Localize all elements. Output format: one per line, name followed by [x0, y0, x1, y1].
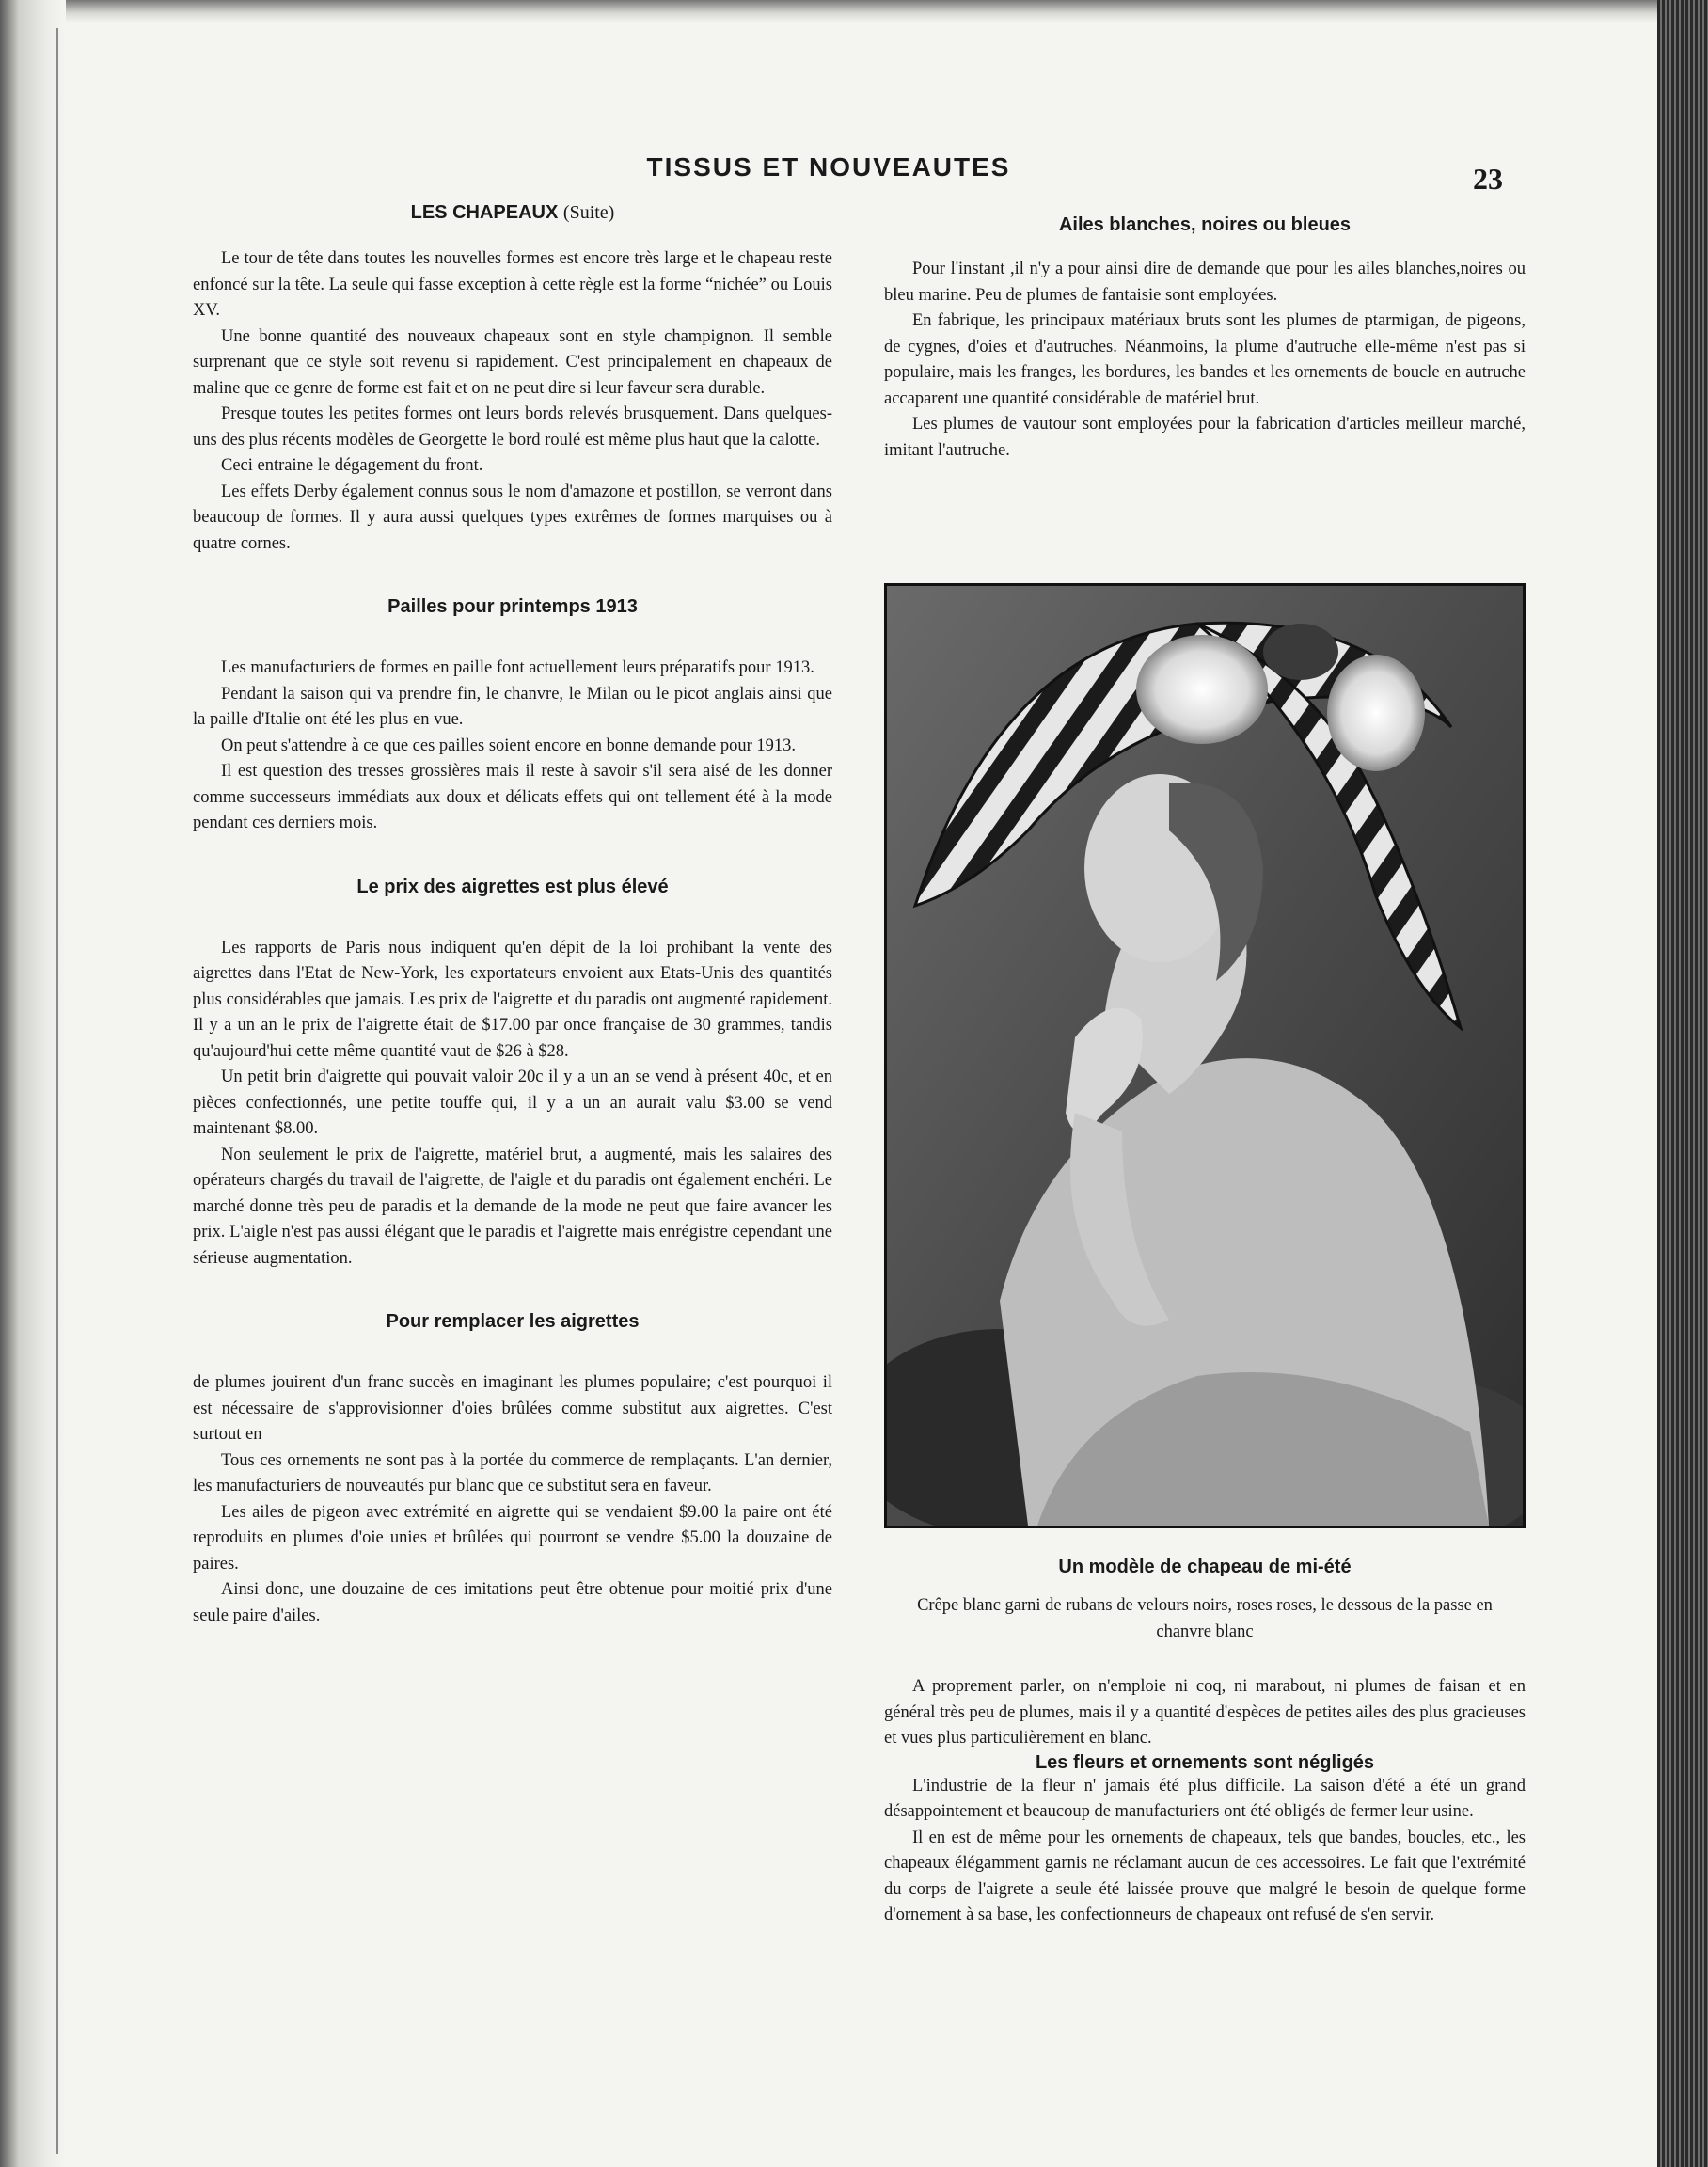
- heading-fleurs: Les fleurs et ornements sont négligés: [1035, 1751, 1375, 1773]
- hat-photograph: [884, 583, 1526, 1528]
- paragraph: En fabrique, les principaux matériaux bruts sont les plumes de ptarmigan, de pigeons, de cygnes, d'oies et d'autruches. Néanmoins, la plume d'autruche elle-même n'est pas si populaire, mais les franges, les bordures, les bandes et les ornements de boucle en autruche accaparent une quantité considérable de matériel brut.: [884, 311, 1526, 408]
- book-gutter: [0, 0, 66, 2167]
- paragraph: Un petit brin d'aigrette qui pouvait valoir 20c il y a un an se vend à présent 40c, et en pièces confectionnés, une petite touffe qui, il y a un an aurait valu $3.00 se vend maintenant $8.00.: [193, 1068, 832, 1138]
- paragraph: de plumes jouirent d'un franc succès en imaginant les plumes populaire; c'est pourquoi il est nécessaire de s'approvisionner d'oies brûlées comme substitut aux aigrettes. C'est surtout en: [193, 1373, 832, 1444]
- paragraph: Une bonne quantité des nouveaux chapeaux sont en style champignon. Il semble surprenant que ce style soit revenu si rapidement. C'est principalement en chapeaux de maline que ce genre de forme est fait et on ne peut dire si leur faveur sera durable.: [193, 326, 832, 398]
- paragraph: Pour l'instant ,il n'y a pour ainsi dire de demande que pour les ailes blanches,noires ou bleu marine. Peu de plumes de fantaisie sont employées.: [884, 260, 1526, 305]
- paragraph: Tous ces ornements ne sont pas à la portée du commerce de remplaçants. L'an dernier, les manufacturiers de nouveautés pur blanc que ce substitut sera en faveur.: [193, 1450, 832, 1495]
- paragraph: Le tour de tête dans toutes les nouvelles formes est encore très large et le chapeau reste enfoncé sur la tête. La seule qui fasse exception à cette règle est la forme “nichée” ou Louis XV.: [193, 249, 832, 320]
- top-shadow: [56, 0, 1657, 23]
- paragraph: Les effets Derby également connus sous le nom d'amazone et postillon, se verront dans beaucoup de formes. Il y aura aussi quelques types extrêmes de formes marquises ou à quatre cornes.: [193, 482, 832, 553]
- paragraph: On peut s'attendre à ce que ces pailles soient encore en bonne demande pour 1913.: [221, 736, 797, 755]
- left-column: [193, 202, 832, 1629]
- page-number: 23: [1473, 162, 1503, 196]
- paragraph: L'industrie de la fleur n' jamais été plus difficile. La saison d'été a été un grand désappointement et beaucoup de manufacturiers ont été obligés de fermer leur usine.: [884, 1776, 1526, 1821]
- paragraph: Il est question des tresses grossières mais il reste à savoir s'il sera aisé de les donner comme successeurs immédiats aux doux et délicats effets qui ont tellement été à la mode pendant ces derniers mois.: [193, 762, 832, 832]
- heading-les-chapeaux-text: LES CHAPEAUX: [410, 202, 559, 223]
- heading-suite: (Suite): [562, 202, 615, 223]
- paragraph: Ceci entraine le dégagement du front.: [221, 456, 483, 475]
- paragraph: Ainsi donc, une douzaine de ces imitations peut être obtenue pour moitié prix d'une seule paire d'ailes.: [193, 1580, 832, 1625]
- paragraph: A proprement parler, on n'emploie ni coq, ni marabout, ni plumes de faisan et en général très peu de plumes, mais il y a quantité d'espèces de petites ailes des plus gracieuses et vues plus particulièrement en blanc.: [884, 1677, 1526, 1748]
- right-column-top: [884, 214, 1526, 464]
- paragraph: Les rapports de Paris nous indiquent qu'en dépit de la loi prohibant la vente des aigrettes dans l'Etat de New-York, les exportateurs envoient aux Etats-Unis des quantités plus considérables que jamais. Les prix de l'aigrette et du paradis ont augmenté rapidement. Il y a un an le prix de l'aigrette était de $17.00 par once française de 30 grammes, tandis qu'aujourd'hui cette même quantité vaut de $26 à $28.: [193, 938, 832, 1061]
- paragraph: Pendant la saison qui va prendre fin, le chanvre, le Milan ou le picot anglais ainsi que la paille d'Italie ont été les plus en vue.: [193, 684, 832, 729]
- heading-ailes: Ailes blanches, noires ou bleues: [1058, 214, 1352, 235]
- paragraph: Les ailes de pigeon avec extrémité en aigrette qui se vendaient $9.00 la paire ont été reproduits en plumes d'oie unies et brûlées qui pourront se vendre $5.00 la douzaine de paires.: [193, 1502, 832, 1574]
- book-page-edges: [1657, 0, 1708, 2167]
- caption-text: Crêpe blanc garni de rubans de velours noirs, roses roses, le dessous de la passe en chanvre blanc: [917, 1596, 1493, 1641]
- right-column-bottom: [884, 1674, 1526, 1929]
- paragraph: Les manufacturiers de formes en paille font actuellement leurs préparatifs pour 1913.: [221, 658, 814, 677]
- heading-prix-aigrettes: Le prix des aigrettes est plus élevé: [356, 876, 669, 897]
- paragraph: Les plumes de vautour sont employées pour la fabrication d'articles meilleur marché, imitant l'autruche.: [884, 415, 1526, 460]
- heading-remplacer-aigrettes: Pour remplacer les aigrettes: [386, 1311, 640, 1332]
- woman-in-hat-image: [887, 586, 1523, 1526]
- paragraph: Il en est de même pour les ornements de chapeaux, tels que bandes, boucles, etc., les chapeaux élégamment garnis ne réclamant aucun de ces accessoires. Le fait que l'extrémité du corps de l'aigrete a seule été laissée prouve que malgré le besoin de quelque forme d'ornement à sa base, les confectionneurs de chapeaux ont refusé de s'en servir.: [884, 1827, 1526, 1924]
- caption-title: Un modèle de chapeau de mi-été: [1058, 1557, 1352, 1577]
- heading-les-chapeaux: [193, 202, 832, 224]
- gutter-line: [56, 28, 58, 2154]
- running-head: TISSUS ET NOUVEAUTES: [646, 152, 1011, 182]
- paragraph: Non seulement le prix de l'aigrette, matériel brut, a augmenté, mais les salaires des opérateurs chargés du travail de l'aigrette, de l'aigle et du paradis ont également enchéri. Le marché donne très peu de paradis et la demande de la mode ne peut que faire avancer les prix. L'aigle n'est pas aussi élégant que le paradis et l'aigrette mais enrégistre cependant une sérieuse augmentation.: [193, 1145, 832, 1268]
- heading-pailles: Pailles pour printemps 1913: [387, 596, 638, 617]
- paragraph: Presque toutes les petites formes ont leurs bords relevés brusquement. Dans quelques-uns des plus récents modèles de Georgette le bord roulé est même plus haut que la calotte.: [193, 404, 832, 450]
